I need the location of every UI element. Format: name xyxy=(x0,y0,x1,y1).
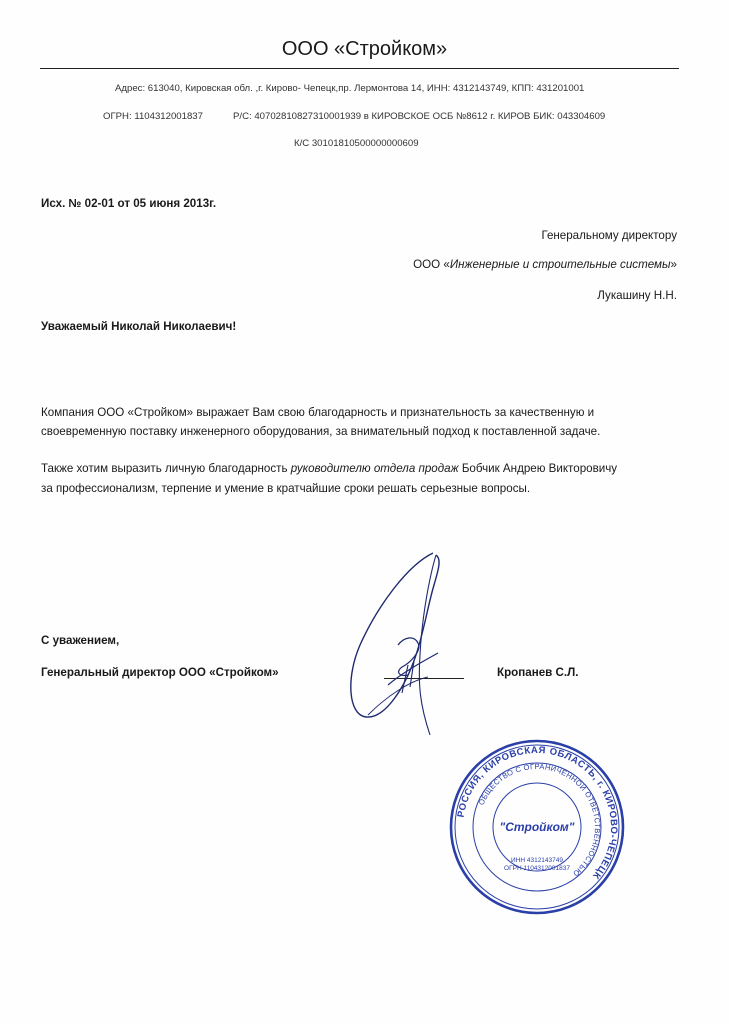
salutation: Уважаемый Николай Николаевич! xyxy=(41,320,237,333)
paragraph-2-italic: руководителю отдела продаж xyxy=(290,462,459,475)
header-divider xyxy=(40,68,679,69)
paragraph-1-line-1: Компания ООО «Стройком» выражает Вам свою благодарность и признательность за качественную и xyxy=(41,406,595,419)
recipient-title: Генеральному директору xyxy=(541,229,677,242)
paragraph-2-prefix: Также хотим выразить личную благодарность xyxy=(41,462,291,475)
stamp-center-text: "Стройком" xyxy=(499,820,575,834)
recipient-org-prefix: ООО « xyxy=(413,258,450,271)
recipient-name: Лукашину Н.Н. xyxy=(597,289,677,302)
company-name: ООО «Стройком» xyxy=(281,38,448,60)
company-address: Адрес: 613040, Кировская обл. ,г. Кирово- Чепецк,пр. Лермонтова 14, ИНН: 4312143749, КПП: 431201001 xyxy=(115,83,585,94)
recipient-org-suffix: » xyxy=(670,258,677,271)
company-stamp xyxy=(448,738,626,916)
stamp-outer-text: РОССИЯ, КИРОВСКАЯ ОБЛАСТЬ, г. КИРОВО-ЧЕПЕЦК xyxy=(455,744,620,882)
paragraph-2-suffix: Бобчик Андрею Викторовичу xyxy=(458,462,618,475)
letter-reference: Исх. № 02-01 от 05 июня 2013г. xyxy=(41,197,217,210)
signature-image xyxy=(338,545,468,745)
company-ogrn: ОГРН: 1104312001837 xyxy=(103,111,203,122)
closing: С уважением, xyxy=(41,634,120,647)
paragraph-2-line-2: за профессионализм, терпение и умение в кратчайшие сроки решать серьезные вопросы. xyxy=(41,482,531,495)
company-correspondent-account: К/С 30101810500000000609 xyxy=(294,138,419,149)
recipient-org-name: Инженерные и строительные системы xyxy=(449,258,671,271)
paragraph-1-line-2: своевременную поставку инженерного оборудования, за внимательный подход к поставленной задаче. xyxy=(41,425,601,438)
stamp-ogrn: ОГРН 1104312001837 xyxy=(504,865,570,872)
signer-title: Генеральный директор ООО «Стройком» xyxy=(41,666,279,679)
stamp-inner-text: ОБЩЕСТВО С ОГРАНИЧЕННОЙ ОТВЕТСТВЕННОСТЬЮ xyxy=(476,761,603,879)
stamp-inn: ИНН 4312143749 xyxy=(510,857,564,864)
signer-name: Кропанев С.Л. xyxy=(497,666,579,679)
recipient-organization xyxy=(413,258,677,271)
paragraph-2-line-1 xyxy=(41,462,617,475)
company-bank-details: Р/С: 40702810827310001939 в КИРОВСКОЕ ОСБ №8612 г. КИРОВ БИК: 043304609 xyxy=(233,111,606,122)
